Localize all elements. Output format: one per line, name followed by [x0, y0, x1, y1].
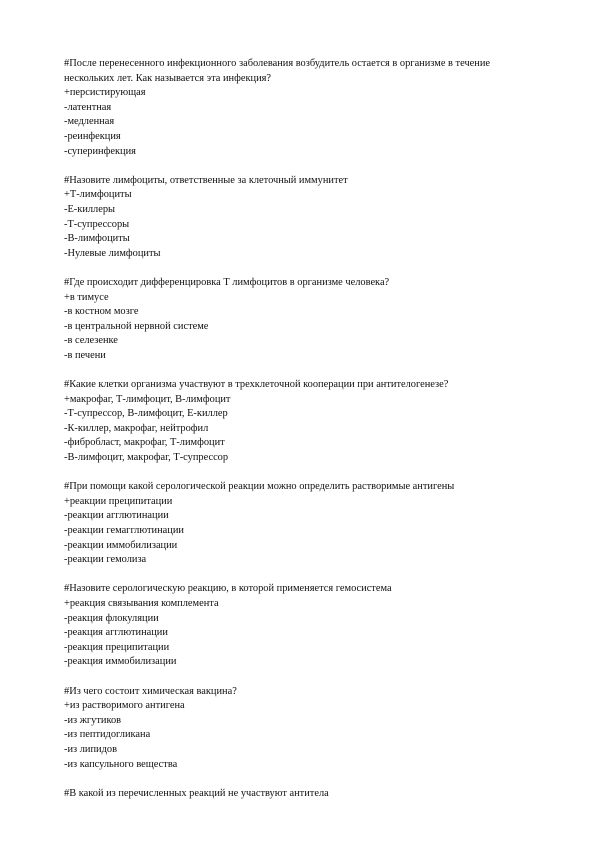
question-block-3 [64, 276, 534, 364]
answer-option: -латентная [64, 101, 112, 113]
answer-option: -в центральной нервной системе [64, 320, 209, 332]
answer-option: -из жгутиков [64, 714, 122, 726]
answer-option: +макрофаг, Т-лимфоцит, В-лимфоцит [64, 393, 231, 405]
answer-option: +из растворимого антигена [64, 700, 185, 712]
answer-option: -реинфекция [64, 130, 121, 142]
question-block-5 [64, 480, 534, 568]
answer-option: -реакции агглютинации [64, 510, 169, 522]
question-text: #Назовите серологическую реакцию, в которой применяется гемосистема [64, 583, 392, 595]
answer-option: -Т-супрессор, В-лимфоцит, Е-киллер [64, 408, 228, 420]
answer-option: -из липидов [64, 743, 117, 755]
answer-option: -реакции иммобилизации [64, 539, 178, 551]
question-block-7 [64, 685, 534, 773]
question-text: #Где происходит дифференцировка Т лимфоцитов в организме человека? [64, 276, 390, 288]
answer-option: -в печени [64, 349, 106, 361]
question-block-6 [64, 582, 534, 670]
answer-option: -Е-киллеры [64, 203, 116, 215]
answer-option: -медленная [64, 116, 115, 128]
question-text: #После перенесенного инфекционного заболевания возбудитель остается в организме в течение нескольких лет. Как называется эта инфекция? [64, 58, 491, 84]
question-block-2 [64, 174, 534, 262]
answer-option: +реакции преципитации [64, 495, 173, 507]
answer-option: -в селезенке [64, 335, 118, 347]
answer-option: +в тимусе [64, 291, 109, 303]
answer-option: -В-лимфоцит, макрофаг, Т-супрессор [64, 452, 229, 464]
answer-option: -реакции гемагглютинации [64, 525, 184, 536]
document-content [64, 57, 534, 816]
answer-option: +персистирующая [64, 87, 146, 99]
answer-option: +Т-лимфоциты [64, 189, 132, 201]
question-block-1 [64, 57, 534, 159]
answer-option: -реакция преципитации [64, 641, 170, 653]
answer-option: -из пептидогликана [64, 729, 151, 741]
question-block-8 [64, 787, 534, 802]
question-text: #Какие клетки организма участвуют в трехклеточной кооперации при антителогенезе? [64, 379, 449, 391]
answer-option: -реакция агглютинации [64, 627, 168, 639]
answer-option: -из капсульного вещества [64, 758, 178, 770]
answer-option: -фибробласт, макрофаг, Т-лимфоцит [64, 437, 225, 449]
answer-option: -реакция флокуляции [64, 612, 159, 624]
question-text: #Назовите лимфоциты, ответственные за клеточный иммунитет [64, 174, 348, 186]
answer-option: -в костном мозге [64, 306, 139, 318]
answer-option: -Нулевые лимфоциты [64, 247, 161, 259]
answer-option: +реакция связывания комплемента [64, 597, 219, 609]
answer-option: -Т-супрессоры [64, 218, 130, 230]
answer-option: -суперинфекция [64, 145, 136, 157]
question-text: #При помощи какой серологической реакции можно определить растворимые антигены [64, 481, 455, 493]
answer-option: -реакции гемолиза [64, 554, 147, 566]
answer-option: -реакция иммобилизации [64, 656, 177, 668]
answer-option: -В-лимфоциты [64, 233, 130, 245]
question-text: #В какой из перечисленных реакций не участвуют антитела [64, 787, 329, 799]
question-text: #Из чего состоит химическая вакцина? [64, 685, 237, 697]
answer-option: -К-киллер, макрофаг, нейтрофил [64, 422, 209, 434]
question-block-4 [64, 378, 534, 466]
